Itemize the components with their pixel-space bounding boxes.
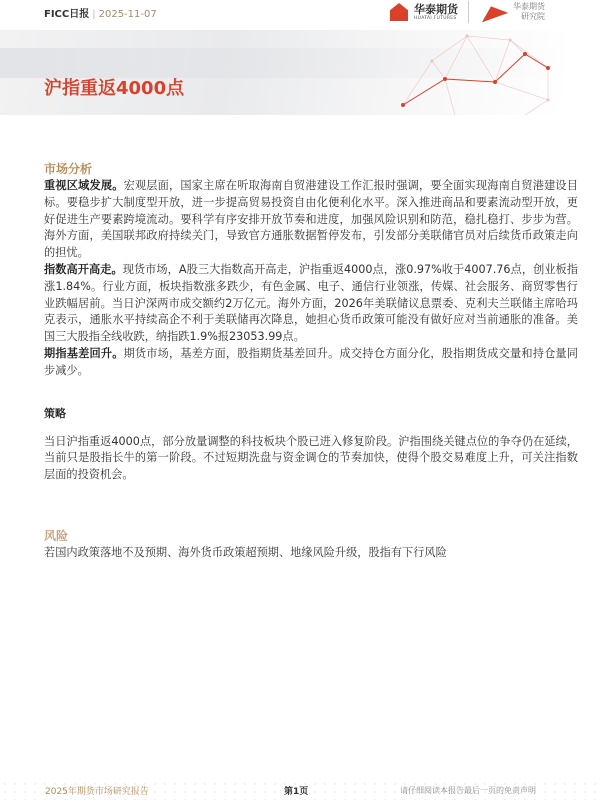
- report-content: [44, 161, 578, 562]
- page-footer: [0, 780, 600, 800]
- section-heading-risk: 风险: [44, 528, 69, 543]
- report-header: [44, 5, 157, 20]
- disclaimer-note: 请仔细阅读本报告最后一页的免责声明: [400, 786, 536, 795]
- paragraph-regional: [44, 178, 578, 262]
- page-number: 第1页: [284, 787, 309, 797]
- section-heading-market-analysis: 市场分析: [44, 162, 93, 176]
- huatai-logo-icon: [390, 3, 408, 21]
- paragraph-text: 期货市场，基差方面，股指期货基差回升。成交持仓方面分化，股指期货成交量和持仓量同步减少。: [44, 346, 578, 377]
- market-analysis-body: [44, 178, 578, 380]
- institute-line1: 华泰期货: [513, 2, 545, 11]
- paragraph-lead: 期指基差回升。: [44, 346, 124, 360]
- company-name-cn: 华泰期货: [414, 2, 458, 16]
- company-logo: [390, 1, 545, 23]
- report-type: FICC日报: [44, 9, 90, 20]
- paragraph-lead: 指数高开高走。: [44, 262, 123, 276]
- logo-divider: [468, 1, 469, 23]
- footer-report-name: 2025年期货市场研究报告: [45, 787, 149, 797]
- paragraph-lead: 重视区域发展。: [44, 179, 124, 192]
- paragraph-text: 现货市场，A股三大指数高开高走，沪指重返4000点，涨0.97%收于4007.76点，创业板指涨1.84%。行业方面，板块指数涨多跌少，有色金属、电子、通信行业领涨，传媒、社会服务、商贸零售行业跌幅居前。当日沪深两市成交额约2万亿元。海外方面，2026年美联储议息票委、克利夫兰联储主席哈玛克表示，通胀水平持续高企不利于美联储再次降息，她担心货币政策可能没有做好应对当前通胀的准备。美国三大股指全线收跌，纳指跌1.9%报23053.99点。: [44, 262, 578, 344]
- paragraph-basis: [44, 346, 578, 380]
- section-heading-strategy: 策略: [44, 406, 66, 420]
- institute-logo-icon: [478, 2, 508, 23]
- paragraph-text: 宏观层面，国家主席在听取海南自贸港建设工作汇报时强调，要全面实现海南自贸港建设目标。要稳步扩大制度型开放，进一步提高贸易投资自由化便利化水平。深入推进商品和要素流动型开放，更好促进生产要素跨境流动。要科学有序安排开放节奏和进度，加强风险识别和防范，稳扎稳打、步步为营。海外方面，美国联邦政府持续关门，导致官方通胀数据暂停发布，引发部分美联储官员对后续货币政策走向的担忧。: [44, 179, 578, 260]
- risk-body: 若国内政策落地不及预期、海外货币政策超预期、地缘风险升级，股指有下行风险: [44, 545, 447, 559]
- paragraph-index: [44, 262, 578, 346]
- institute-line2: 研究院: [521, 12, 545, 21]
- network-decoration-icon: [395, 30, 565, 115]
- strategy-body: 当日沪指重返4000点，部分放量调整的科技板块个股已进入修复阶段。沪指围绕关键点位的争夺仍在延续，当前只是股指长牛的第一阶段。不过短期洗盘与资金调仓的节奏加快，使得个股交易难度上升，可关注指数层面的投资机会。: [44, 434, 578, 482]
- divider: |: [92, 9, 96, 20]
- company-name-en: HUATAI FUTURES: [414, 15, 457, 21]
- page-title: 沪指重返4000点: [44, 78, 185, 99]
- report-date: 2025-11-07: [98, 9, 157, 20]
